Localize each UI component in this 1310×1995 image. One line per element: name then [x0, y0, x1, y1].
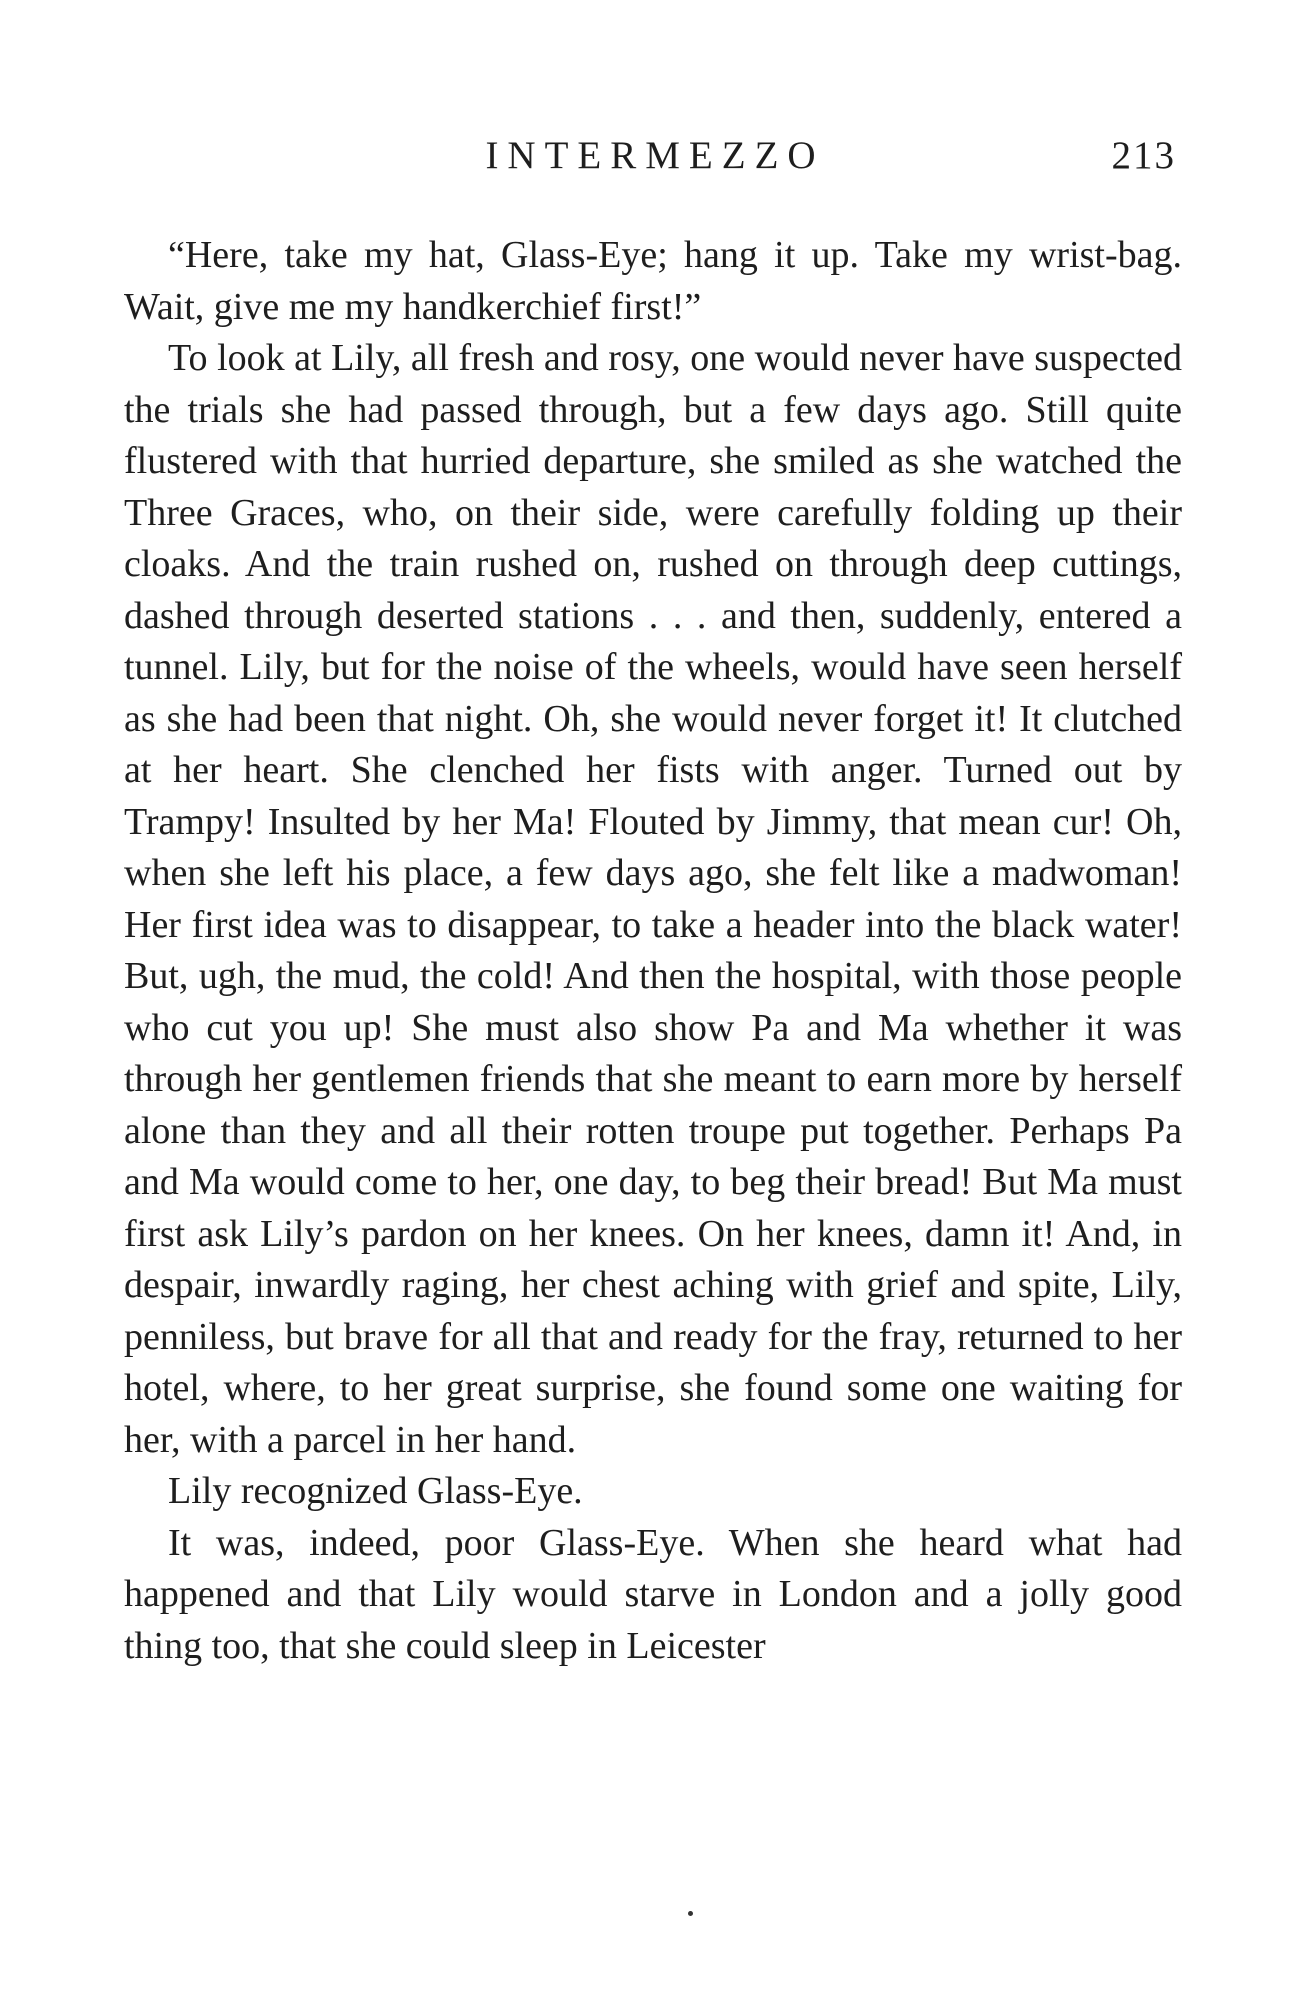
running-title: INTERMEZZO: [485, 134, 825, 177]
paragraph-1: “Here, take my hat, Glass-Eye; hang it up. Take my wrist-bag. Wait, give me my handkerchief first!”: [124, 234, 1182, 328]
ink-speck: [688, 1911, 693, 1916]
paragraph-4: It was, indeed, poor Glass-Eye. When she heard what had happened and that Lily would starve in London and a jolly good thing too, that she could sleep in Leicester: [124, 1521, 1182, 1667]
body-text: [124, 230, 1182, 1672]
running-head: [120, 128, 1190, 184]
paragraph-3: Lily recognized Glass-Eye.: [168, 1470, 583, 1512]
page-number: 213: [1111, 134, 1176, 177]
paragraph-2: To look at Lily, all fresh and rosy, one would never have suspected the trials she had passed through, but a few days ago. Still quite flustered with that hurried departure, she smiled as she watched the Three Graces, who, on their side, were carefully folding up their cloaks. And the train rushed on, rushed on through deep cuttings, dashed through deserted stations . . . and then, suddenly, entered a tunnel. Lily, but for the noise of the wheels, would have seen herself as she had been that night. Oh, she would never forget it! It clutched at her heart. She clenched her fists with anger. Turned out by Trampy! Insulted by her Ma! Flouted by Jimmy, that mean cur! Oh, when she left his place, a few days ago, she felt like a madwoman! Her first idea was to disappear, to take a header into the black water! But, ugh, the mud, the cold! And then the hospital, with those people who cut you up! She must also show Pa and Ma whether it was through her gentlemen friends that she meant to earn more by herself alone than they and all their rotten troupe put together. Perhaps Pa and Ma would come to her, one day, to beg their bread! But Ma must first ask Lily’s pardon on her knees. On her knees, damn it! And, in despair, inwardly raging, her chest aching with grief and spite, Lily, penniless, but brave for all that and ready for the fray, returned to her hotel, where, to her great surprise, she found some one waiting for her, with a parcel in her hand.: [124, 337, 1182, 1461]
